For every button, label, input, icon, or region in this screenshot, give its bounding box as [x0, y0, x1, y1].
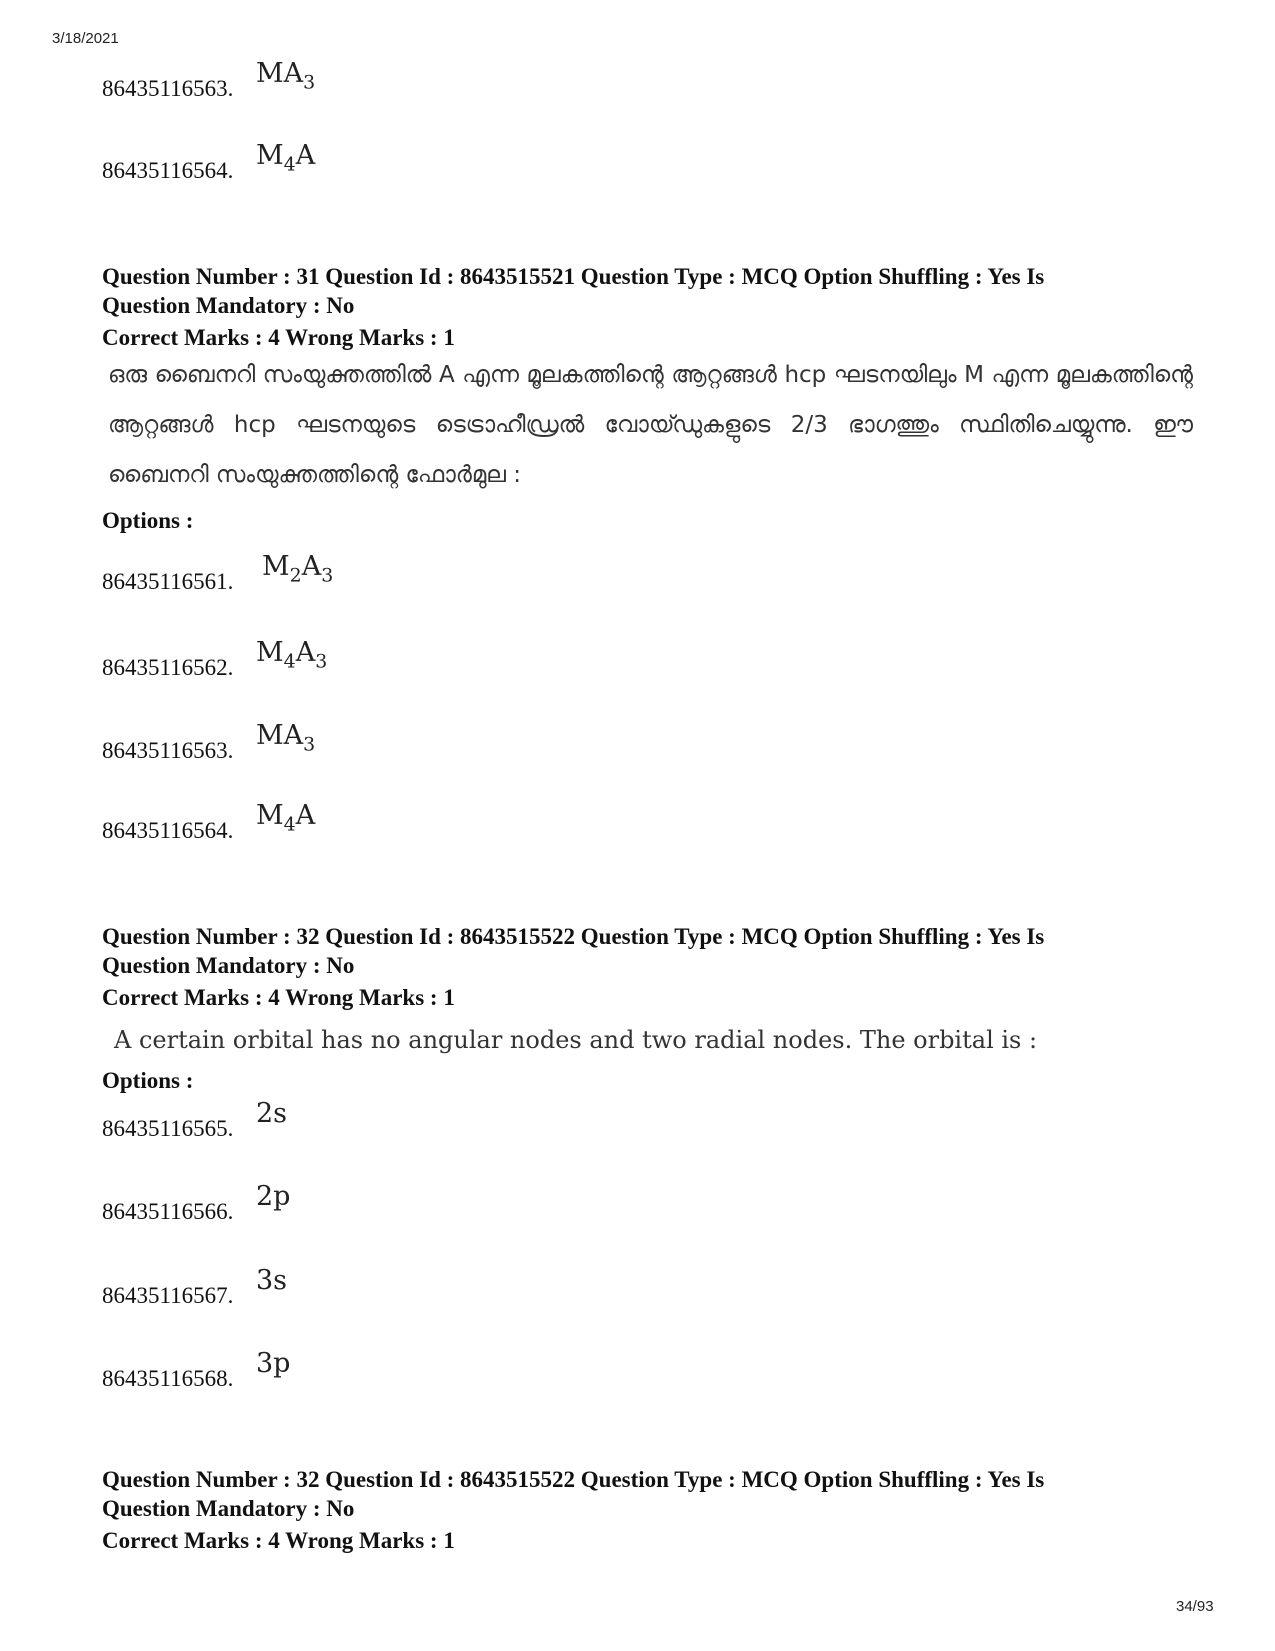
- option-row: [102, 1100, 802, 1140]
- question-text: A certain orbital has no angular nodes and two radial nodes. The orbital is :: [114, 1026, 1038, 1054]
- option-value: 2p: [256, 1181, 291, 1212]
- option-formula: $M_4A_3$: [256, 637, 328, 673]
- option-id: 86435116562.: [102, 655, 234, 680]
- option-formula: $M_4A$: [256, 800, 316, 836]
- option-formula: $M_2A_3$: [262, 551, 334, 587]
- question-marks: Correct Marks : 4 Wrong Marks : 1: [102, 325, 455, 350]
- question-meta: [102, 262, 1182, 320]
- question-meta-line: Question Mandatory : No: [102, 953, 355, 978]
- option-id: 86435116564.: [102, 818, 234, 843]
- option-id: 86435116568.: [102, 1366, 234, 1391]
- page-number: 34/93: [1176, 1598, 1214, 1615]
- option-id: 86435116561.: [102, 569, 234, 594]
- option-formula: $MA_3$: [256, 58, 316, 94]
- option-value: 3p: [256, 1348, 291, 1379]
- options-label: Options :: [102, 508, 194, 533]
- option-value: 3s: [256, 1265, 288, 1296]
- question-meta-line: Question Number : 32 Question Id : 8643515522 Question Type : MCQ Option Shuffling : Yes Is: [102, 924, 1045, 949]
- question-meta-line: Question Number : 31 Question Id : 8643515521 Question Type : MCQ Option Shuffling : Yes Is: [102, 264, 1045, 289]
- option-value: 2s: [256, 1098, 288, 1129]
- option-row: [102, 722, 802, 762]
- question-marks: Correct Marks : 4 Wrong Marks : 1: [102, 985, 455, 1010]
- question-meta: [102, 922, 1182, 980]
- option-row: [102, 1183, 802, 1223]
- option-id: 86435116564.: [102, 158, 234, 183]
- option-row: [102, 802, 802, 842]
- option-row: [102, 60, 802, 100]
- option-formula: $M_4A$: [256, 140, 316, 176]
- option-row: [102, 553, 802, 593]
- question-marks: Correct Marks : 4 Wrong Marks : 1: [102, 1528, 455, 1553]
- option-row: [102, 639, 802, 679]
- option-id: 86435116565.: [102, 1116, 234, 1141]
- option-row: [102, 1267, 802, 1307]
- option-id: 86435116563.: [102, 76, 234, 101]
- question-meta-line: Question Number : 32 Question Id : 8643515522 Question Type : MCQ Option Shuffling : Yes Is: [102, 1467, 1045, 1492]
- option-id: 86435116566.: [102, 1199, 234, 1224]
- option-row: [102, 1350, 802, 1390]
- options-label: Options :: [102, 1068, 194, 1093]
- option-id: 86435116567.: [102, 1283, 234, 1308]
- option-id: 86435116563.: [102, 738, 234, 763]
- option-formula: $MA_3$: [256, 720, 316, 756]
- question-text: ഒരു ബൈനറി സംയുക്തത്തിൽ A എന്ന മൂലകത്തിന്റെ ആറ്റങ്ങൾ hcp ഘടനയിലും M എന്ന മൂലകത്തിന്റെ ആറ്റങ്ങൾ hcp ഘടനയുടെ ടെട്രാഹീഡ്രൽ വോയ്ഡുകളുടെ 2/3 ഭാഗത്തും സ്ഥിതിചെയ്യുന്നു. ഈ ബൈനറി സംയുക്തത്തിന്റെ ഫോർമുല :: [108, 362, 1193, 488]
- question-meta-line: Question Mandatory : No: [102, 1496, 355, 1521]
- header-date: 3/18/2021: [52, 30, 119, 47]
- question-meta-line: Question Mandatory : No: [102, 293, 355, 318]
- option-row: [102, 142, 802, 182]
- question-meta: [102, 1465, 1182, 1523]
